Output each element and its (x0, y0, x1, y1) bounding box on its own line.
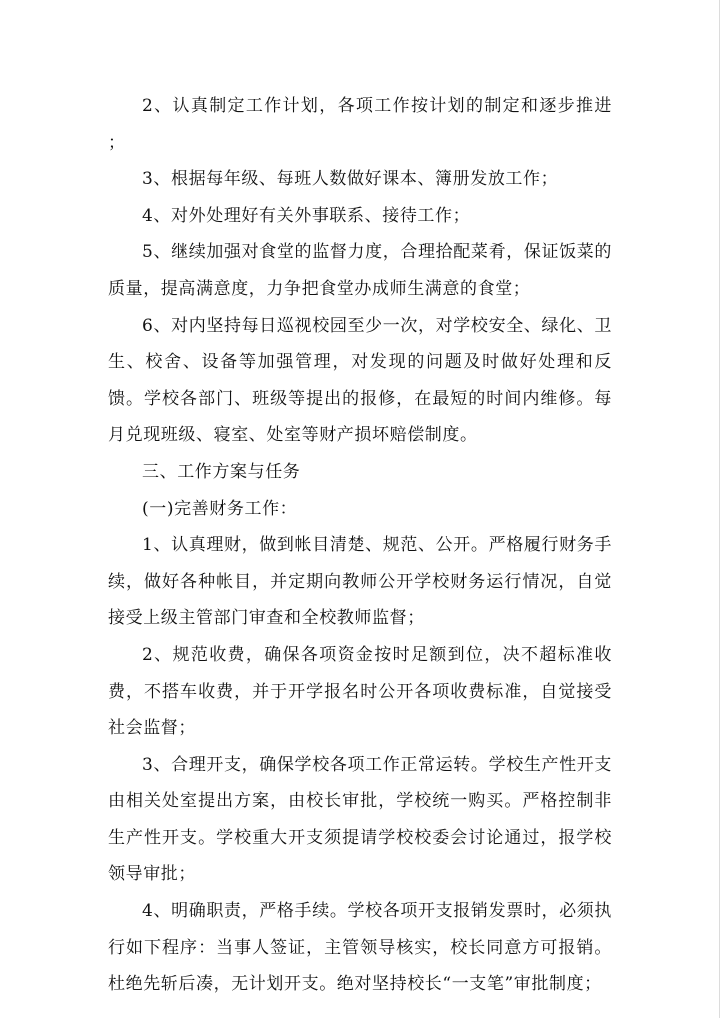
document-body (108, 88, 612, 1003)
paragraph-item-6-campus: 6、对内坚持每日巡视校园至少一次，对学校安全、绿化、卫生、校舍、设备等加强管理，对发现的问题及时做好处理和反馈。学校各部门、班级等提出的报修，在最短的时间内维修。每月兑现班级、寝室、处室等财产损坏赔偿制度。 (108, 315, 612, 446)
paragraph-finance-3: 3、合理开支，确保学校各项工作正常运转。学校生产性开支由相关处室提出方案，由校长审批，学校统一购买。严格控制非生产性开支。学校重大开支须提请学校校委会讨论通过，报学校领导审批； (108, 754, 612, 885)
section-heading-3: 三、工作方案与任务 (142, 461, 301, 482)
paragraph-finance-1: 1、认真理财，做到帐目清楚、规范、公开。严格履行财务手续，做好各种帐目，并定期向教师公开学校财务运行情况，自觉接受上级主管部门审查和全校教师监督； (108, 535, 612, 629)
paragraph-item-3-textbooks: 3、根据每年级、每班人数做好课本、簿册发放工作； (142, 169, 559, 190)
paragraph-finance-2: 2、规范收费，确保各项资金按时足额到位，决不超标准收费，不搭车收费，并于开学报名时公开各项收费标准，自觉接受社会监督； (108, 644, 612, 739)
paragraph-item-4-external: 4、对外处理好有关外事联系、接待工作； (142, 205, 471, 226)
paragraph-item-2-plan: 2、认真制定工作计划，各项工作按计划的制定和逐步推进 ； (108, 96, 612, 153)
subsection-heading-finance: (一)完善财务工作： (142, 498, 298, 519)
paragraph-finance-4: 4、明确职责，严格手续。学校各项开支报销发票时，必须执行如下程序：当事人签证，主管领导核实，校长同意方可报销。杜绝先斩后凑，无计划开支。绝对坚持校长“一支笔”审批制度； (108, 901, 612, 995)
paragraph-item-5-canteen: 5、继续加强对食堂的监督力度，合理拾配菜肴，保证饭菜的质量，提高满意度，力争把食堂办成师生满意的食堂； (108, 242, 612, 299)
